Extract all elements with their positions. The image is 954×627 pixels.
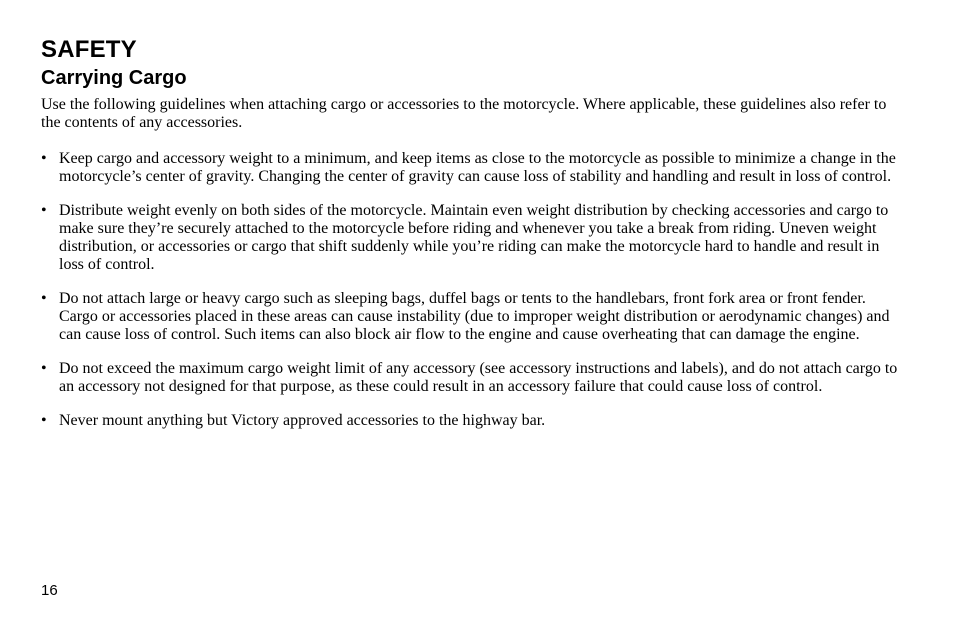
list-item (41, 290, 901, 344)
list-item (41, 150, 901, 186)
list-item-text: Never mount anything but Victory approved accessories to the highway bar. (59, 412, 546, 429)
bullet-icon: • (41, 360, 47, 377)
list-item-text: Do not attach large or heavy cargo such as sleeping bags, duffel bags or tents to the handlebars, front fork area or front fender. Cargo or accessories placed in these areas can cause instability (due to improper weight distribution or aerodynamic changes) and can cause loss of control. Such items can also block air flow to the engine and cause overheating that can damage the engine. (59, 290, 890, 343)
bullet-icon: • (41, 202, 47, 219)
list-item-text: Distribute weight evenly on both sides of the motorcycle. Maintain even weight distribution by checking accessories and cargo to make sure they’re securely attached to the motorcycle before riding and whenever you take a break from riding. Uneven weight distribution, or accessories or cargo that shift suddenly while you’re riding can make the motorcycle hard to handle and result in loss of control. (59, 202, 889, 273)
list-item (41, 360, 901, 396)
list-item (41, 412, 901, 430)
intro-paragraph: Use the following guidelines when attaching cargo or accessories to the motorcycle. Where applicable, these guidelines also refer to the contents of any accessories. (41, 96, 887, 131)
section-title: SAFETY (41, 36, 137, 63)
bullet-icon: • (41, 150, 47, 167)
guidelines-list (41, 150, 901, 430)
list-item-text: Do not exceed the maximum cargo weight limit of any accessory (see accessory instructions and labels), and do not attach cargo to an accessory not designed for that purpose, as these could result in an accessory failure that could cause loss of control. (59, 360, 898, 395)
list-item (41, 202, 901, 274)
bullet-icon: • (41, 412, 47, 429)
bullet-icon: • (41, 290, 47, 307)
page-number: 16 (41, 582, 58, 599)
list-item-text: Keep cargo and accessory weight to a minimum, and keep items as close to the motorcycle as possible to minimize a change in the motorcycle’s center of gravity. Changing the center of gravity can cause loss of stability and handling and result in loss of control. (59, 150, 896, 185)
subsection-title: Carrying Cargo (41, 67, 187, 89)
manual-page (41, 36, 901, 446)
